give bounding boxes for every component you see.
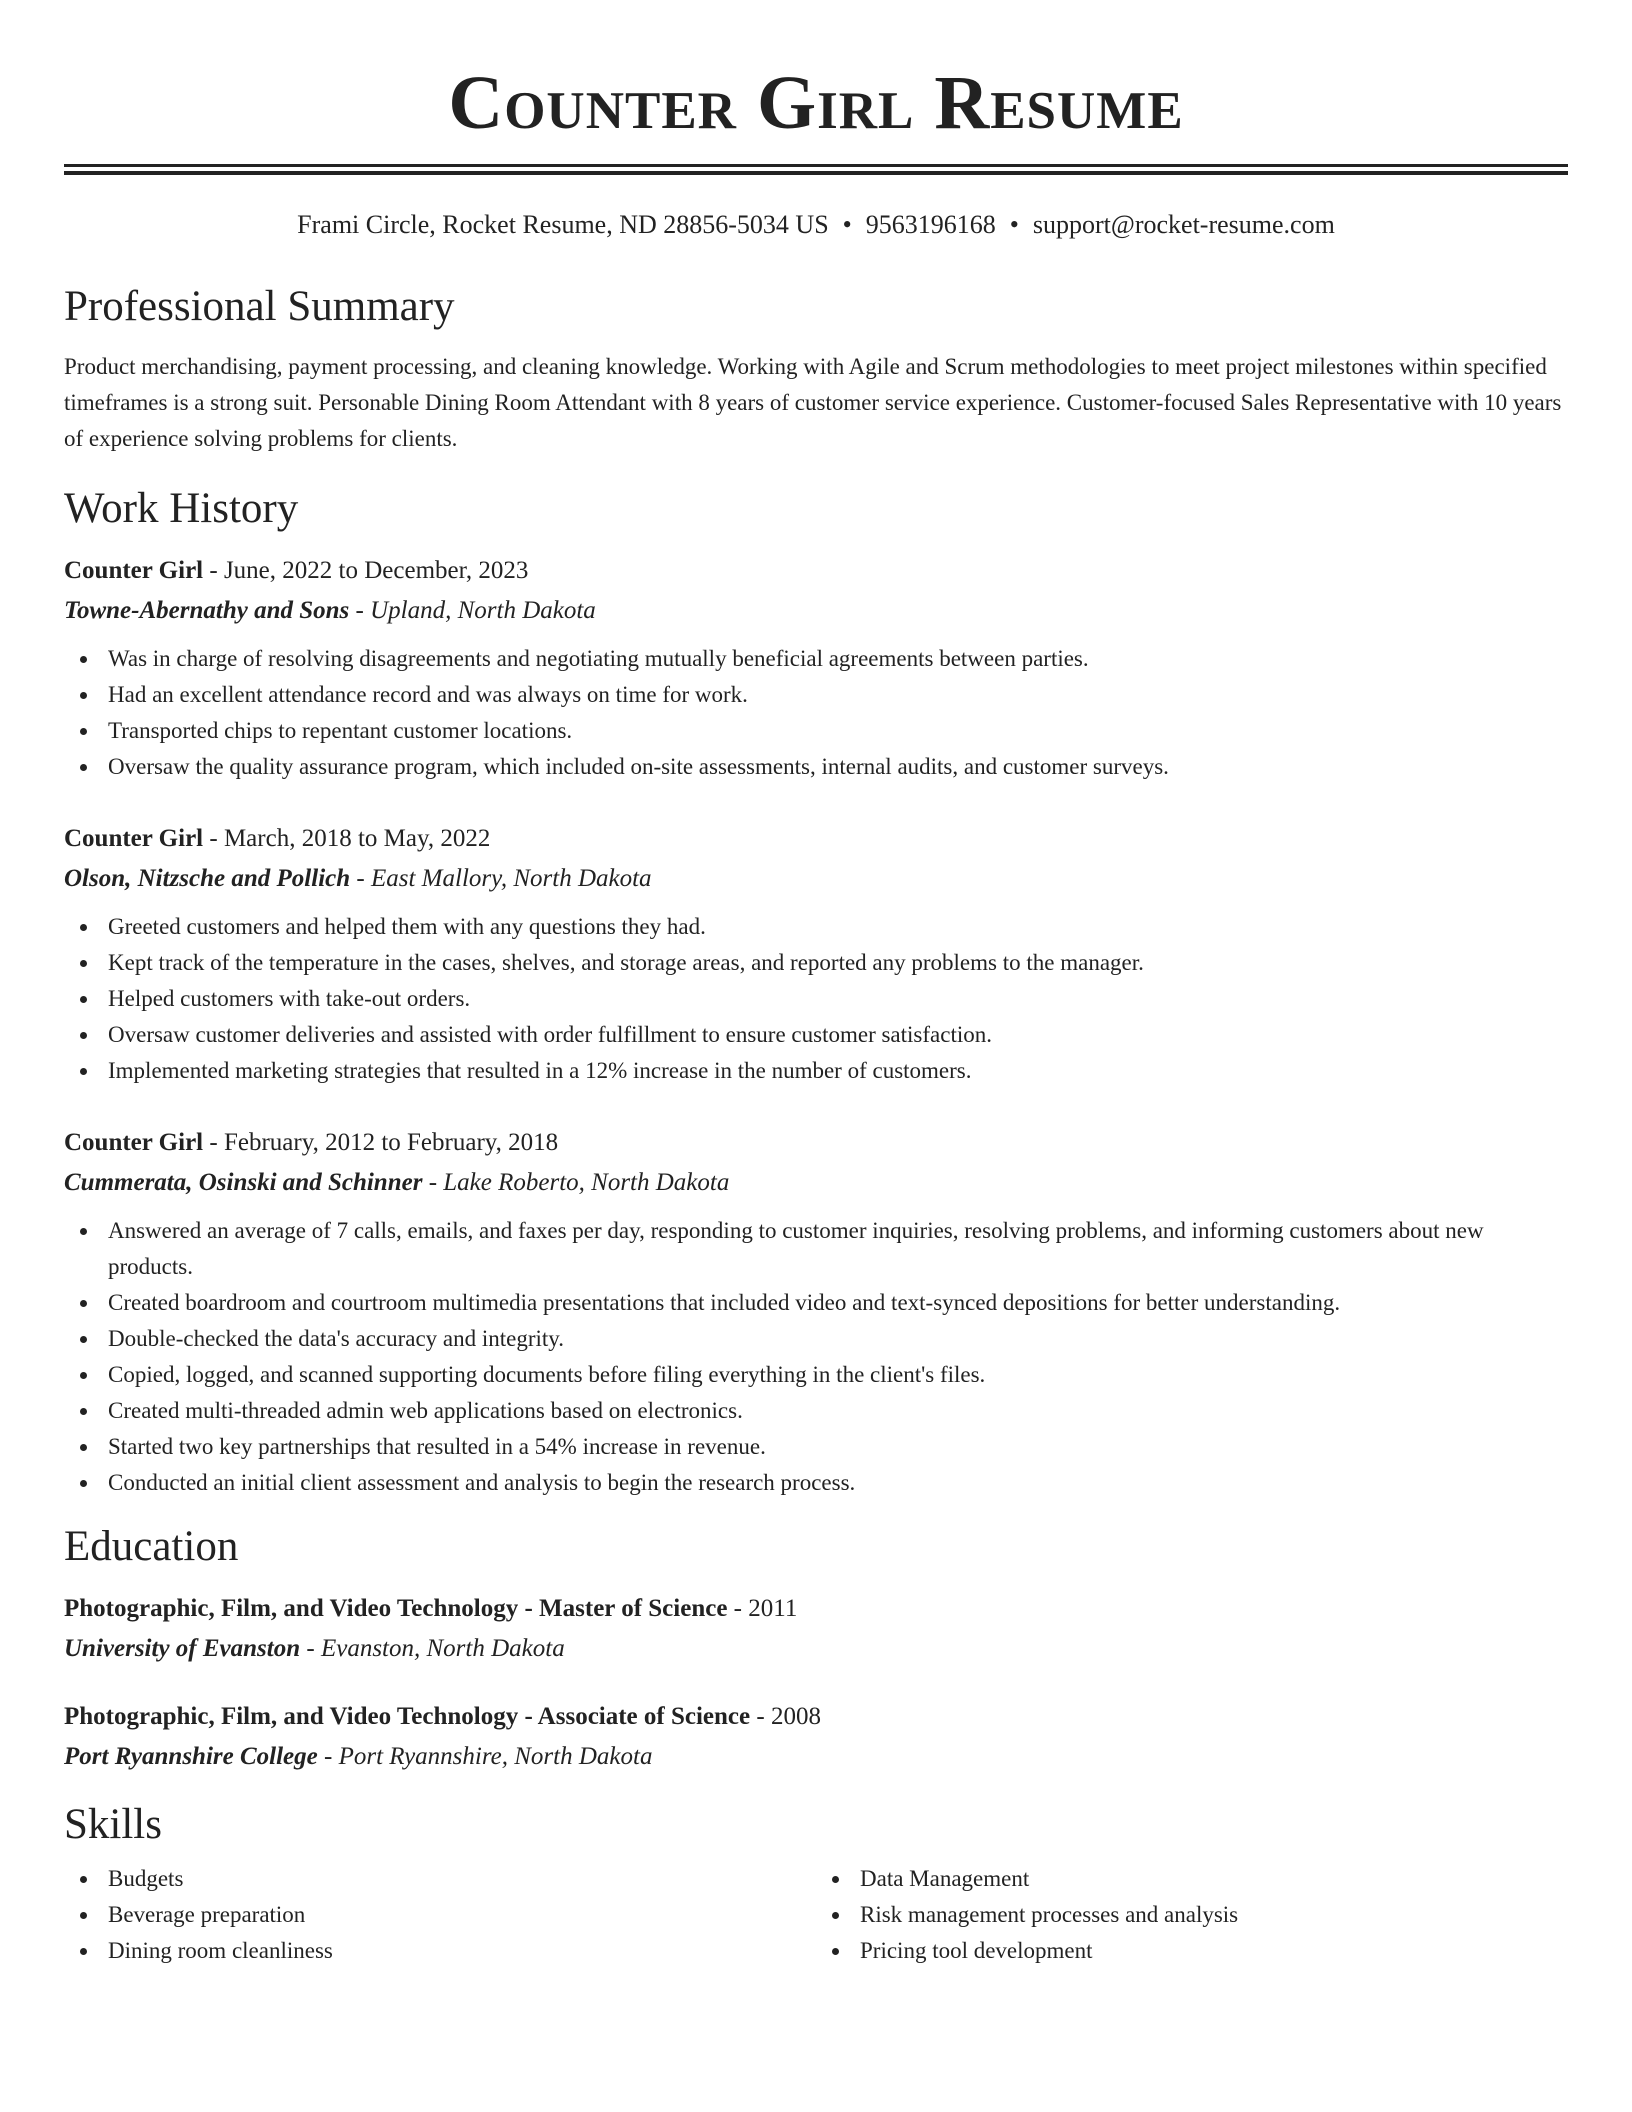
job-entry <box>64 819 1568 1089</box>
employer-line <box>64 859 1568 899</box>
school-name: University of Evanston <box>64 1635 301 1662</box>
employer-line <box>64 591 1568 631</box>
job-duty: Double-checked the data's accuracy and integrity. <box>64 1321 1568 1357</box>
job-duty: Oversaw customer deliveries and assisted with order fulfillment to ensure customer satisfaction. <box>64 1017 1568 1053</box>
job-duty: Conducted an initial client assessment and analysis to begin the research process. <box>64 1465 1568 1501</box>
degree-name: Photographic, Film, and Video Technology - Master of Science <box>64 1595 728 1622</box>
employer-location: - Lake Roberto, North Dakota <box>422 1169 730 1196</box>
skill-item: Beverage preparation <box>64 1897 816 1933</box>
skill-item: Budgets <box>64 1861 816 1897</box>
school-name: Port Ryannshire College <box>64 1743 318 1770</box>
degree-year: - 2011 <box>727 1595 798 1622</box>
education-entry <box>64 1697 1568 1777</box>
job-duties-list <box>64 1213 1568 1501</box>
summary-heading: Professional Summary <box>64 283 455 330</box>
employer-line <box>64 1163 1568 1203</box>
skills-heading: Skills <box>64 1801 162 1848</box>
job-dates: - February, 2012 to February, 2018 <box>203 1129 559 1156</box>
job-dates: - June, 2022 to December, 2023 <box>203 557 529 584</box>
contact-address: Frami Circle, Rocket Resume, ND 28856-5034 US <box>297 210 829 239</box>
job-title-line <box>64 1123 1568 1163</box>
skill-item: Risk management processes and analysis <box>816 1897 1568 1933</box>
job-duty: Transported chips to repentant customer locations. <box>64 713 1568 749</box>
skill-item: Pricing tool development <box>816 1933 1568 1969</box>
employer-name: Olson, Nitzsche and Pollich <box>64 865 351 892</box>
education-entry <box>64 1589 1568 1669</box>
degree-year: - 2008 <box>750 1703 821 1730</box>
skills-list-right <box>816 1861 1568 1969</box>
school-location: - Port Ryannshire, North Dakota <box>317 1743 653 1770</box>
school-line <box>64 1737 1568 1777</box>
degree-line <box>64 1697 1568 1737</box>
job-entry <box>64 1123 1568 1501</box>
job-duty: Implemented marketing strategies that resulted in a 12% increase in the number of customers. <box>64 1053 1568 1089</box>
employer-location: - Upland, North Dakota <box>349 597 596 624</box>
job-duty: Greeted customers and helped them with any questions they had. <box>64 909 1568 945</box>
school-location: - Evanston, North Dakota <box>300 1635 565 1662</box>
job-title-line <box>64 819 1568 859</box>
contact-separator: • <box>1009 210 1019 239</box>
job-title: Counter Girl <box>64 1129 204 1156</box>
job-duty: Created multi-threaded admin web applications based on electronics. <box>64 1393 1568 1429</box>
education-heading: Education <box>64 1523 239 1570</box>
degree-line <box>64 1589 1568 1629</box>
job-entry <box>64 551 1568 785</box>
skill-item: Dining room cleanliness <box>64 1933 816 1969</box>
job-duty: Answered an average of 7 calls, emails, and faxes per day, responding to customer inquiries, resolving problems, and informing customers about new products. <box>64 1213 1568 1285</box>
school-line <box>64 1629 1568 1669</box>
job-duty: Had an excellent attendance record and was always on time for work. <box>64 677 1568 713</box>
job-dates: - March, 2018 to May, 2022 <box>203 825 491 852</box>
skill-item: Data Management <box>816 1861 1568 1897</box>
job-title-line <box>64 551 1568 591</box>
job-duty: Oversaw the quality assurance program, which included on-site assessments, internal audits, and customer surveys. <box>64 749 1568 785</box>
work-history-heading: Work History <box>64 485 299 532</box>
job-duties-list <box>64 641 1568 785</box>
summary-text: Product merchandising, payment processing, and cleaning knowledge. Working with Agile and Scrum methodologies to meet project milestones within specified timeframes is a strong suit. Personable Dining Room Attendant with 8 years of customer service experience. Customer-focused Sales Representative with 10 years of experience solving problems for clients. <box>64 354 1562 451</box>
contact-separator: • <box>842 210 852 239</box>
resume-title: Counter Girl Resume <box>448 61 1184 145</box>
skills-columns <box>64 1861 1568 1969</box>
job-duty: Copied, logged, and scanned supporting documents before filing everything in the client's files. <box>64 1357 1568 1393</box>
skills-list-left <box>64 1861 816 1969</box>
employer-location: - East Mallory, North Dakota <box>350 865 652 892</box>
job-duty: Was in charge of resolving disagreements and negotiating mutually beneficial agreements between parties. <box>64 641 1568 677</box>
job-duty: Helped customers with take-out orders. <box>64 981 1568 1017</box>
degree-name: Photographic, Film, and Video Technology - Associate of Science <box>64 1703 751 1730</box>
employer-name: Towne-Abernathy and Sons <box>64 597 350 624</box>
contact-line <box>64 209 1568 241</box>
employer-name: Cummerata, Osinski and Schinner <box>64 1169 423 1196</box>
title-double-rule <box>64 164 1568 175</box>
job-title: Counter Girl <box>64 825 204 852</box>
job-duties-list <box>64 909 1568 1089</box>
job-duty: Created boardroom and courtroom multimedia presentations that included video and text-synced depositions for better understanding. <box>64 1285 1568 1321</box>
contact-email: support@rocket-resume.com <box>1032 210 1335 239</box>
contact-phone: 9563196168 <box>865 210 996 239</box>
job-duty: Kept track of the temperature in the cases, shelves, and storage areas, and reported any problems to the manager. <box>64 945 1568 981</box>
job-duty: Started two key partnerships that resulted in a 54% increase in revenue. <box>64 1429 1568 1465</box>
job-title: Counter Girl <box>64 557 204 584</box>
